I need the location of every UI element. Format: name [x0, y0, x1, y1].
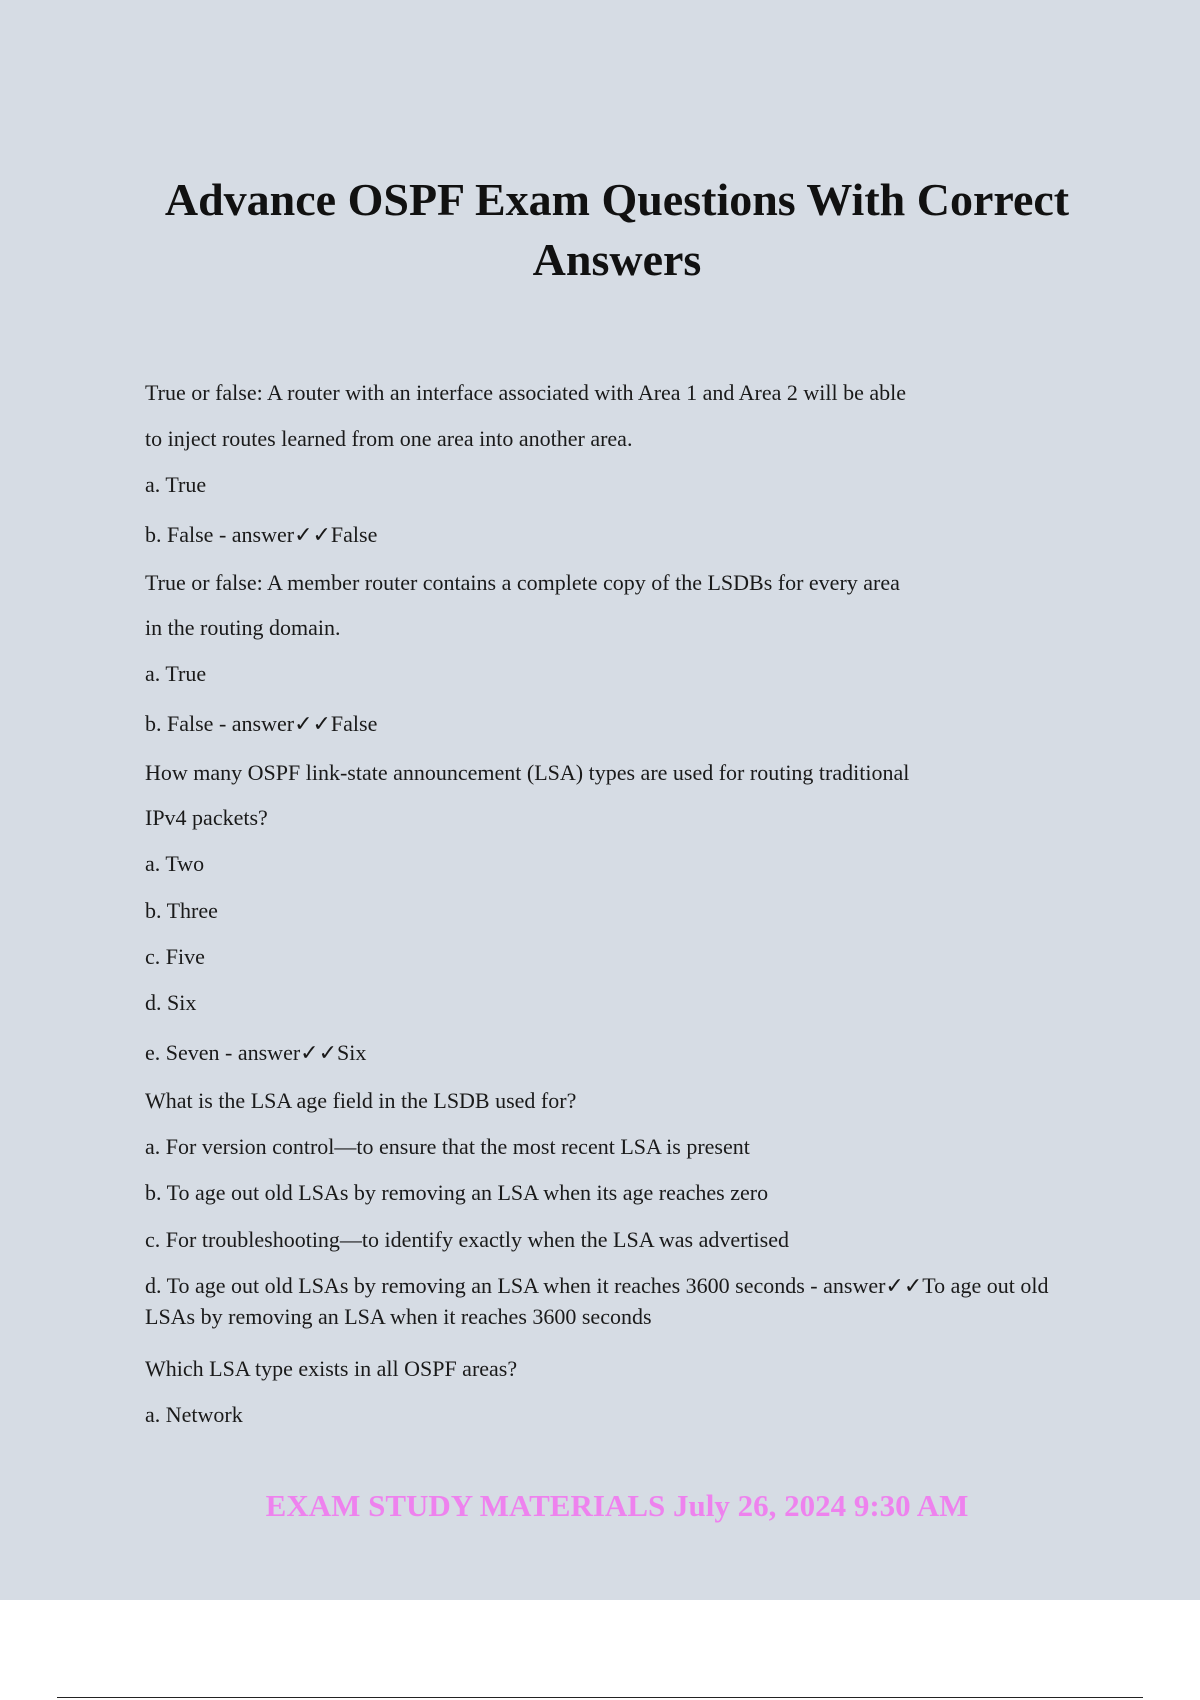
- document-title: Advance OSPF Exam Questions With Correct Answers: [164, 174, 1070, 285]
- question-2-option-b: b. False - answer✓✓False: [145, 711, 378, 736]
- question-4-option-c: c. For troubleshooting—to identify exactly when the LSA was advertised: [145, 1227, 789, 1252]
- question-3-line-1: How many OSPF link-state announcement (LSA) types are used for routing traditional: [145, 760, 910, 785]
- question-1-line-1: True or false: A router with an interface associated with Area 1 and Area 2 will be able: [145, 380, 906, 405]
- question-3-option-d: d. Six: [145, 990, 197, 1015]
- question-5-option-a: a. Network: [145, 1402, 243, 1427]
- question-3-option-a: a. Two: [145, 851, 205, 876]
- question-5-line-1: Which LSA type exists in all OSPF areas?: [145, 1356, 518, 1381]
- question-4-option-b: b. To age out old LSAs by removing an LSA when its age reaches zero: [145, 1180, 769, 1205]
- question-3-option-c: c. Five: [145, 944, 205, 969]
- question-2-line-1: True or false: A member router contains a complete copy of the LSDBs for every area: [145, 570, 900, 595]
- question-3-option-e: e. Seven - answer✓✓Six: [145, 1040, 367, 1065]
- question-1-option-a: a. True: [145, 472, 207, 497]
- question-3-option-b: b. Three: [145, 898, 218, 923]
- exam-materials-stamp: EXAM STUDY MATERIALS July 26, 2024 9:30 AM: [265, 1488, 969, 1523]
- page-divider: [57, 1697, 1143, 1698]
- question-4-line-1: What is the LSA age field in the LSDB used for?: [145, 1088, 577, 1113]
- question-1-line-2: to inject routes learned from one area into another area.: [145, 426, 633, 451]
- question-2-line-2: in the routing domain.: [145, 615, 341, 640]
- question-4-option-a: a. For version control—to ensure that the most recent LSA is present: [145, 1134, 750, 1159]
- question-4-option-d: d. To age out old LSAs by removing an LSA when it reaches 3600 seconds - answer✓✓To age out old LSAs by removing an LSA when it reaches 3600 seconds: [145, 1273, 1049, 1329]
- question-3-line-2: IPv4 packets?: [145, 805, 268, 830]
- question-2-option-a: a. True: [145, 661, 207, 686]
- question-1-option-b: b. False - answer✓✓False: [145, 522, 378, 547]
